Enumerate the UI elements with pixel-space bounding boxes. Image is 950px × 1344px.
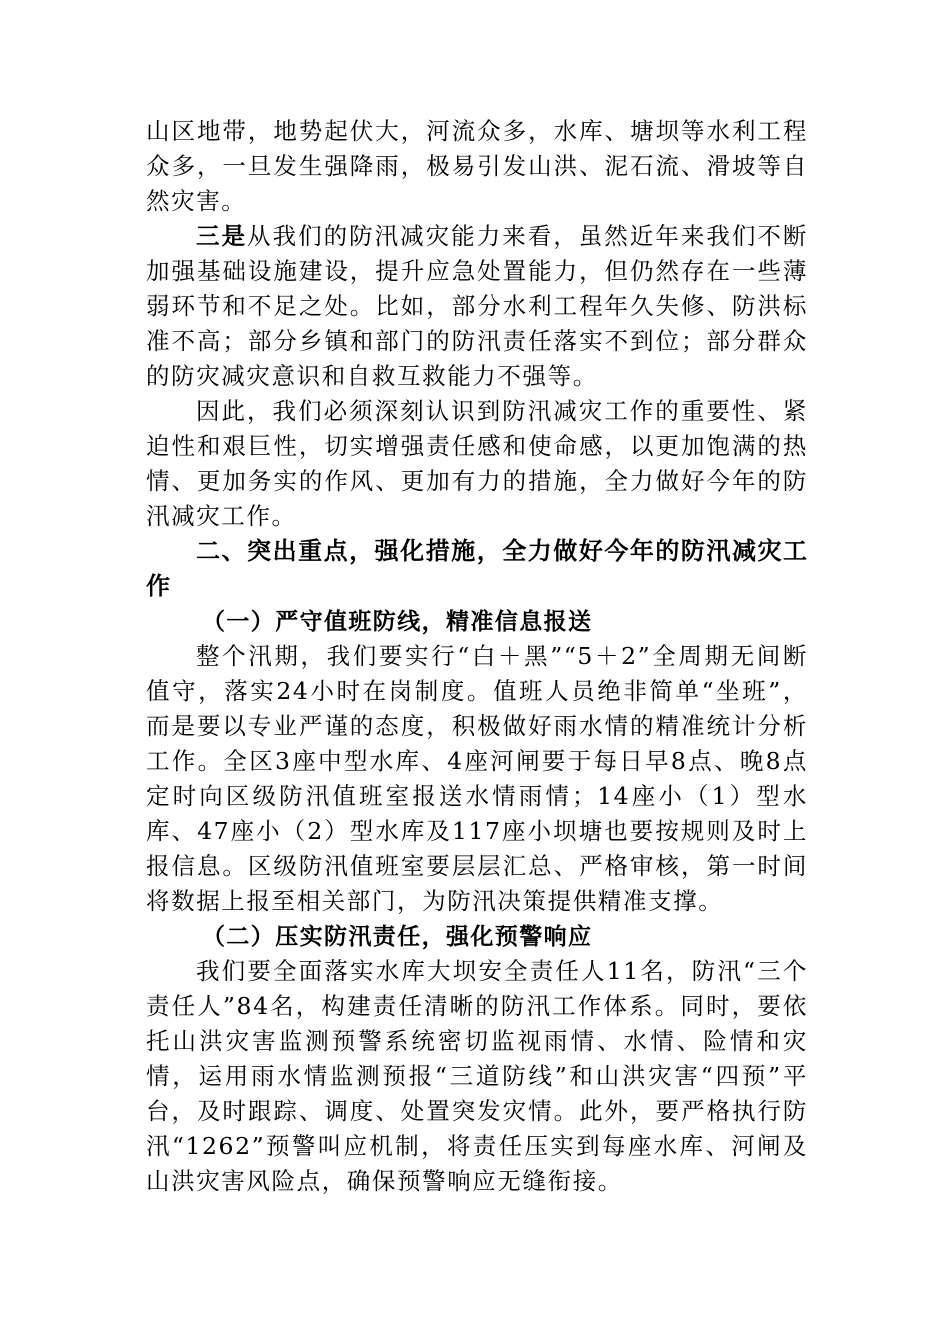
third-point-lead: 三是 (196, 222, 248, 250)
document-page (146, 114, 808, 1199)
paragraph-therefore: 因此，我们必须深刻认识到防汛减灾工作的重要性、紧迫性和艰巨性，切实增强责任感和使命感，以更加饱满的热情、更加务实的作风、更加有力的措施，全力做好今年的防汛减灾工作。 (146, 397, 808, 530)
section-two-heading: 二、突出重点，强化措施，全力做好今年的防汛减灾工作 (146, 537, 808, 600)
paragraph-mountain-area: 山区地带，地势起伏大，河流众多，水库、塘坝等水利工程众多，一旦发生强降雨，极易引发山洪、泥石流、滑坡等自然灾害。 (146, 117, 808, 215)
third-point-body: 从我们的防汛减灾能力来看，虽然近年来我们不断加强基础设施建设，提升应急处置能力，但仍然存在一些薄弱环节和不足之处。比如，部分水利工程年久失修、防洪标准不高；部分乡镇和部门的防汛责任落实不到位；部分群众的防灾减灾意识和自救互救能力不强等。 (146, 222, 809, 390)
subsection-one-heading: （一）严守值班防线，精准信息报送 (202, 608, 593, 635)
paragraph-third-point (146, 219, 808, 394)
subsection-two-heading: （二）压实防汛责任，强化预警响应 (202, 923, 593, 950)
subsection-one-body: 整个汛期，我们要实行“白＋黑”“5＋2”全周期无间断值守，落实24小时在岗制度。值班人员绝非简单“坐班”，而是要以专业严谨的态度，积极做好雨水情的精准统计分析工作。全区3座中型水库、4座河闸要于每日早8点、晚8点定时向区级防汛值班室报送水情雨情；14座小（1）型水库、47座小（2）型水库及117座小坝塘也要按规则及时上报信息。区级防汛值班室要层层汇总、严格审核，第一时间将数据上报至相关部门，为防汛决策提供精准支撑。 (146, 642, 808, 915)
subsection-two-body: 我们要全面落实水库大坝安全责任人11名，防汛“三个责任人”84名，构建责任清晰的防汛工作体系。同时，要依托山洪灾害监测预警系统密切监视雨情、水情、险情和灾情，运用雨水情监测预报“三道防线”和山洪灾害“四预”平台，及时跟踪、调度、处置突发灾情。此外，要严格执行防汛“1262”预警叫应机制，将责任压实到每座水库、河闸及山洪灾害风险点，确保预警响应无缝衔接。 (146, 957, 808, 1195)
